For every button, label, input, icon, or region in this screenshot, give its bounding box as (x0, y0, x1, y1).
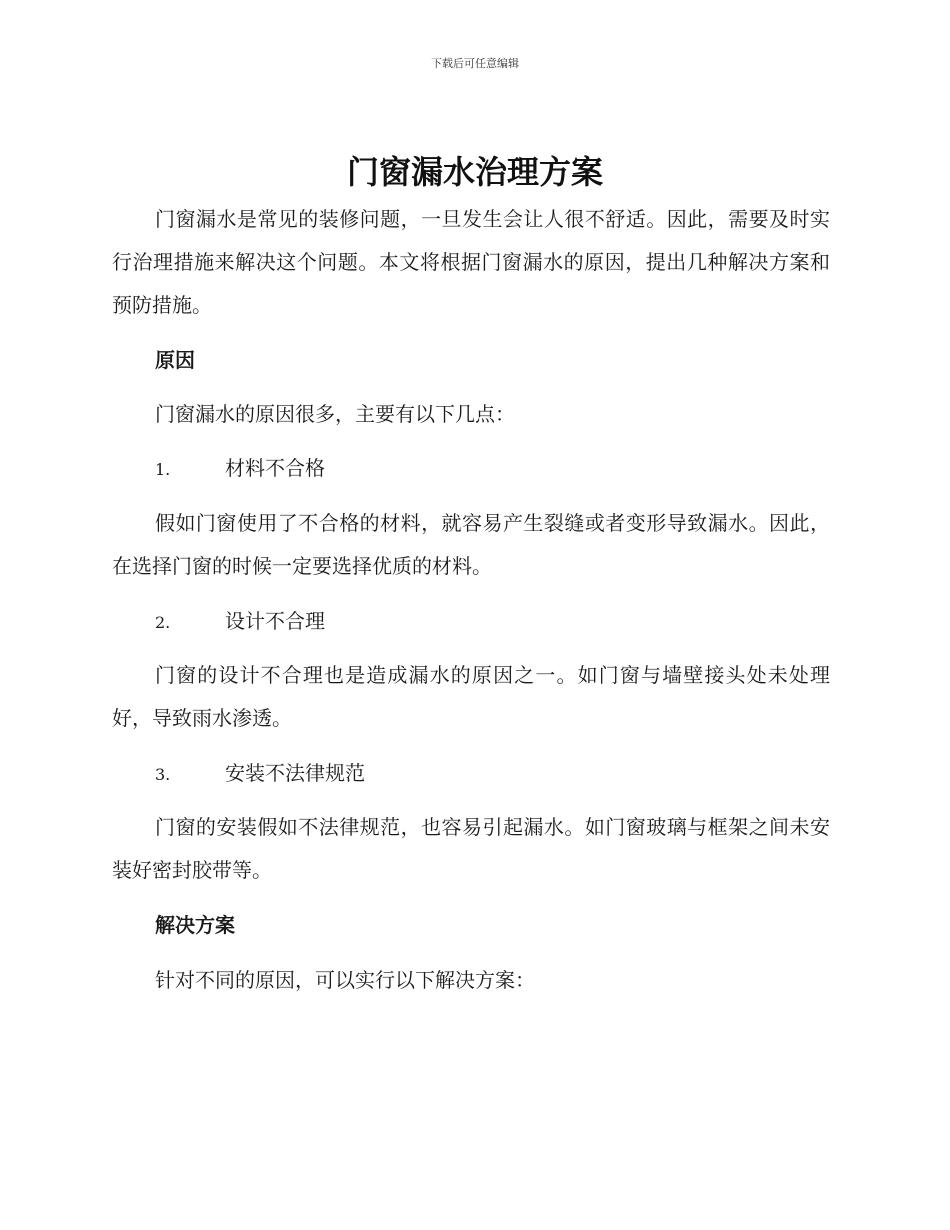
list-number: 2. (155, 613, 171, 632)
document-title: 门窗漏水治理方案 (346, 153, 603, 191)
header-note: 下载后可任意编辑 (431, 57, 519, 70)
section-heading-solutions: 解决方案 (155, 913, 235, 937)
cause-paragraph-3: 门窗的安装假如不法律规范，也容易引起漏水。如门窗玻璃与框架之间未安装好密封胶带等。 (112, 815, 830, 882)
list-number: 1. (155, 460, 171, 479)
cause-item-2 (155, 607, 325, 637)
list-label: 设计不合理 (225, 609, 325, 633)
list-number: 3. (155, 765, 171, 784)
causes-lead: 门窗漏水的原因很多，主要有以下几点： (155, 402, 515, 426)
solutions-lead: 针对不同的原因，可以实行以下解决方案： (155, 968, 535, 992)
cause-item-3 (155, 759, 365, 789)
cause-paragraph-1: 假如门窗使用了不合格的材料，就容易产生裂缝或者变形导致漏水。因此，在选择门窗的时候一定要选择优质的材料。 (112, 511, 830, 578)
intro-paragraph: 门窗漏水是常见的装修问题，一旦发生会让人很不舒适。因此，需要及时实行治理措施来解决这个问题。本文将根据门窗漏水的原因，提出几种解决方案和预防措施。 (112, 207, 830, 317)
cause-paragraph-2: 门窗的设计不合理也是造成漏水的原因之一。如门窗与墙壁接头处未处理好，导致雨水渗透。 (112, 663, 830, 730)
list-label: 安装不法律规范 (225, 761, 365, 785)
cause-item-1 (155, 454, 325, 484)
list-label: 材料不合格 (225, 456, 325, 480)
section-heading-causes: 原因 (155, 348, 195, 372)
